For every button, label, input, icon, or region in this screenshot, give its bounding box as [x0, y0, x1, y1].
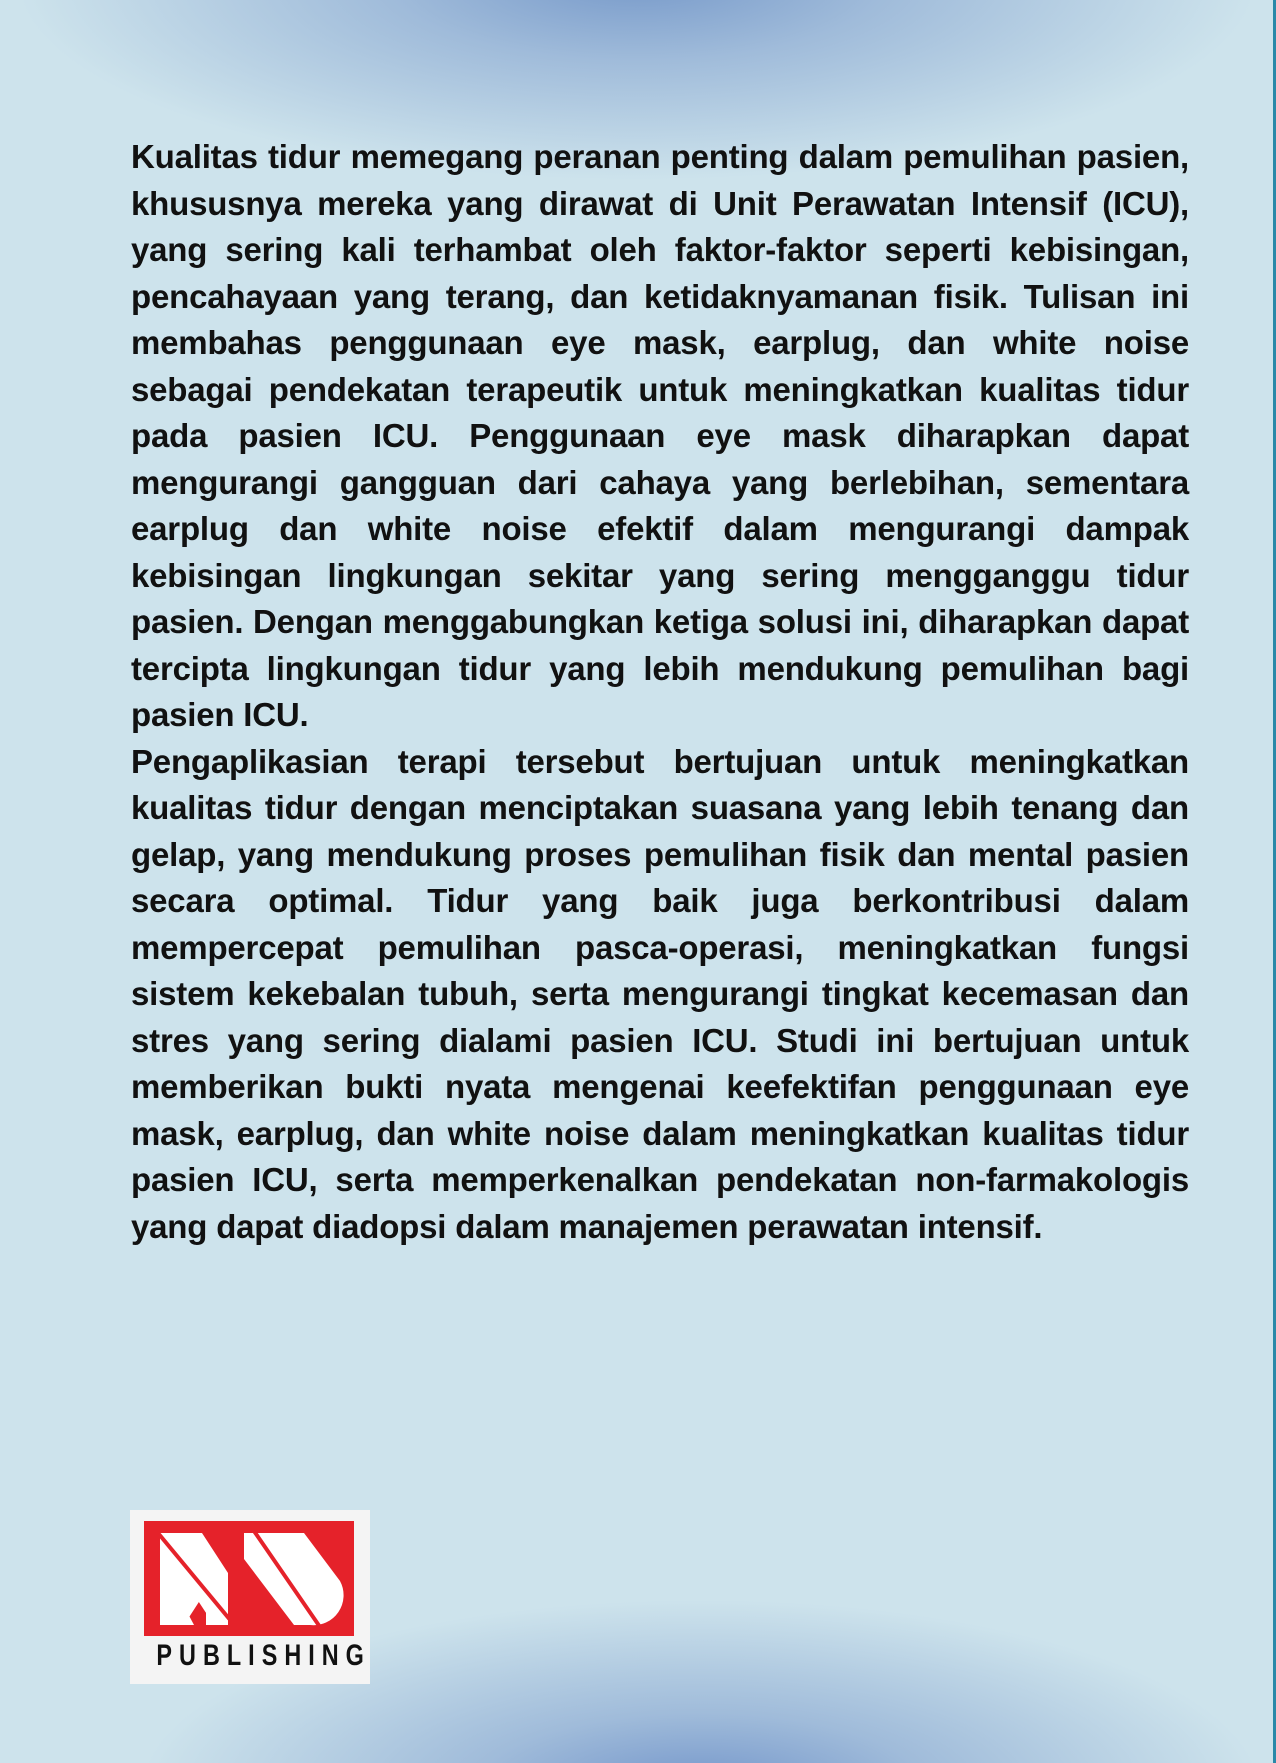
blurb-paragraph-1: Kualitas tidur memegang peranan penting dalam pemulihan pasien, khususnya mereka yang dirawat di Unit Perawatan Intensif (ICU), yang sering kali terhambat oleh faktor-faktor seperti kebisingan, pencahayaan yang terang, dan ketidaknyamanan fisik. Tulisan ini membahas penggunaan eye mask, earplug, dan white noise sebagai pendekatan terapeutik untuk meningkatkan kualitas tidur pada pasien ICU. Penggunaan eye mask diharapkan dapat mengurangi gangguan dari cahaya yang berlebihan, sementara earplug dan white noise efektif dalam mengurangi dampak kebisingan lingkungan sekitar yang sering mengganggu tidur pasien. Dengan menggabungkan ketiga solusi ini, diharapkan dapat tercipta lingkungan tidur yang lebih mendukung pemulihan bagi pasien ICU.: [131, 138, 1189, 733]
publisher-name: PUBLISHING: [156, 1639, 371, 1672]
blurb-paragraph-2: Pengaplikasian terapi tersebut bertujuan untuk meningkatkan kualitas tidur dengan menciptakan suasana yang lebih tenang dan gelap, yang mendukung proses pemulihan fisik dan mental pasien secara optimal. Tidur yang baik juga berkontribusi dalam mempercepat pemulihan pasca-operasi, meningkatkan fungsi sistem kekebalan tubuh, serta mengurangi tingkat kecemasan dan stres yang sering dialami pasien ICU. Studi ini bertujuan untuk memberikan bukti nyata mengenai keefektifan penggunaan eye mask, earplug, dan white noise dalam meningkatkan kualitas tidur pasien ICU, serta memperkenalkan pendekatan non-farmakologis yang dapat diadopsi dalam manajemen perawatan intensif.: [131, 742, 1189, 1245]
blurb-text: [131, 134, 1189, 1250]
publisher-logo: [130, 1510, 370, 1684]
ms-publishing-logo-icon: [144, 1521, 354, 1636]
